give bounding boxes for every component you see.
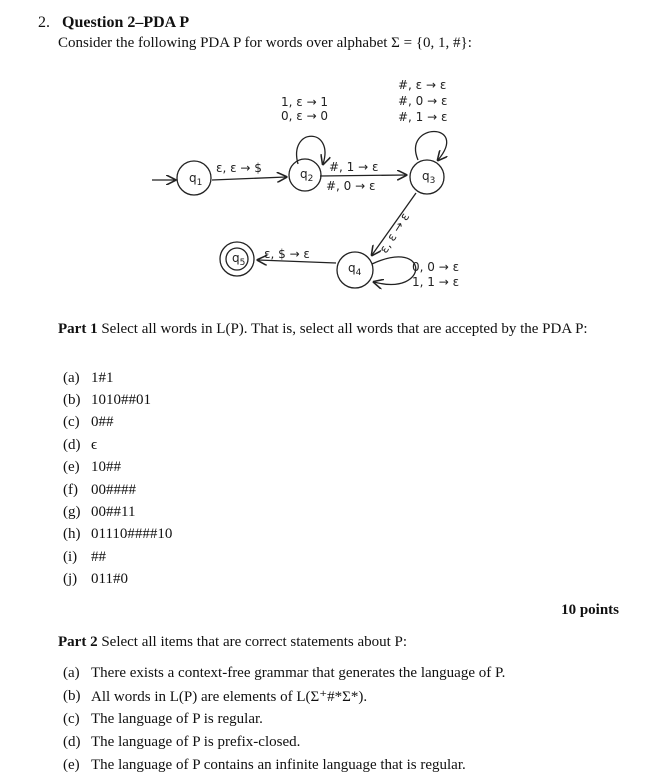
loop-q3 (416, 132, 447, 161)
question-intro: Consider the following PDA P for words over alphabet Σ = {0, 1, #}: (58, 35, 472, 51)
part1-option-i[interactable]: (i) ## (63, 548, 106, 565)
loop-q4 (372, 257, 416, 285)
label-loop2-b: 0, ε → 0 (281, 109, 329, 123)
pda-diagram (140, 72, 500, 302)
part1-prompt (58, 320, 620, 339)
part2-options (63, 662, 505, 777)
label-loop4-a: 0, 0 → ε (412, 260, 460, 274)
edge-q1-q2 (212, 177, 286, 180)
state-label-q3: $q_3$ (422, 169, 436, 186)
part2-option-b[interactable]: (b) All words in L(P) are elements of L(Σ⁺#*Σ*). (63, 688, 368, 705)
label-loop2-a: 1, ε → 1 (281, 95, 329, 109)
part1-option-b[interactable]: (b) 1010##01 (63, 392, 151, 409)
label-loop4-b: 1, 1 → ε (412, 275, 460, 289)
state-label-q4: $q_4$ (348, 261, 362, 278)
part1-option-j[interactable]: (j) 011#0 (63, 571, 128, 588)
label-loop3-a: #, ε → ε (398, 78, 447, 92)
part1-option-d[interactable]: (d) ϵ (63, 436, 98, 453)
question-title: Question 2–PDA P (62, 14, 190, 31)
part1-option-g[interactable]: (g) 00##11 (63, 504, 136, 521)
points-label: 10 points (561, 602, 619, 618)
label-t23-a: #, 1 → ε (329, 160, 379, 174)
state-label-q1: $q_1$ (189, 171, 203, 188)
label-t45: ε, $ → ε (264, 247, 310, 261)
part1-label: Part 1 (58, 321, 98, 337)
part2-label: Part 2 (58, 634, 98, 650)
part2-prompt (58, 634, 407, 651)
part2-option-c[interactable]: (c) The language of P is regular. (63, 711, 263, 727)
part1-text: Select all words in L(P). That is, select all words that are accepted by the PDA P: (101, 321, 588, 337)
part1-option-a[interactable]: (a) 1#1 (63, 369, 114, 386)
part2-option-e[interactable]: (e) The language of P contains an infinite language that is regular. (63, 757, 466, 773)
part2-text: Select all items that are correct statements about P: (101, 634, 408, 650)
label-t34: ε, ε → ε (376, 210, 413, 256)
part1-option-h[interactable]: (h) 01110####10 (63, 526, 173, 543)
part1-option-f[interactable]: (f) 00#### (63, 481, 136, 498)
label-t23-b: #, 0 → ε (326, 179, 376, 193)
label-loop3-c: #, 1 → ε (398, 110, 448, 124)
state-label-q5: $q_5$ (232, 251, 246, 268)
state-label-q2: $q_2$ (300, 167, 314, 184)
part2-option-d[interactable]: (d) The language of P is prefix-closed. (63, 734, 301, 750)
part1-options (63, 367, 172, 591)
question-header (38, 14, 189, 32)
part1-option-c[interactable]: (c) 0## (63, 414, 114, 431)
edge-q2-q3 (320, 175, 406, 176)
part1-option-e[interactable]: (e) 10## (63, 459, 121, 476)
label-loop3-b: #, 0 → ε (398, 94, 448, 108)
question-number: 2. (38, 14, 50, 31)
part2-option-a[interactable]: (a) There exists a context-free grammar that generates the language of P. (63, 665, 506, 681)
label-t12: ε, ε → $ (216, 161, 262, 175)
